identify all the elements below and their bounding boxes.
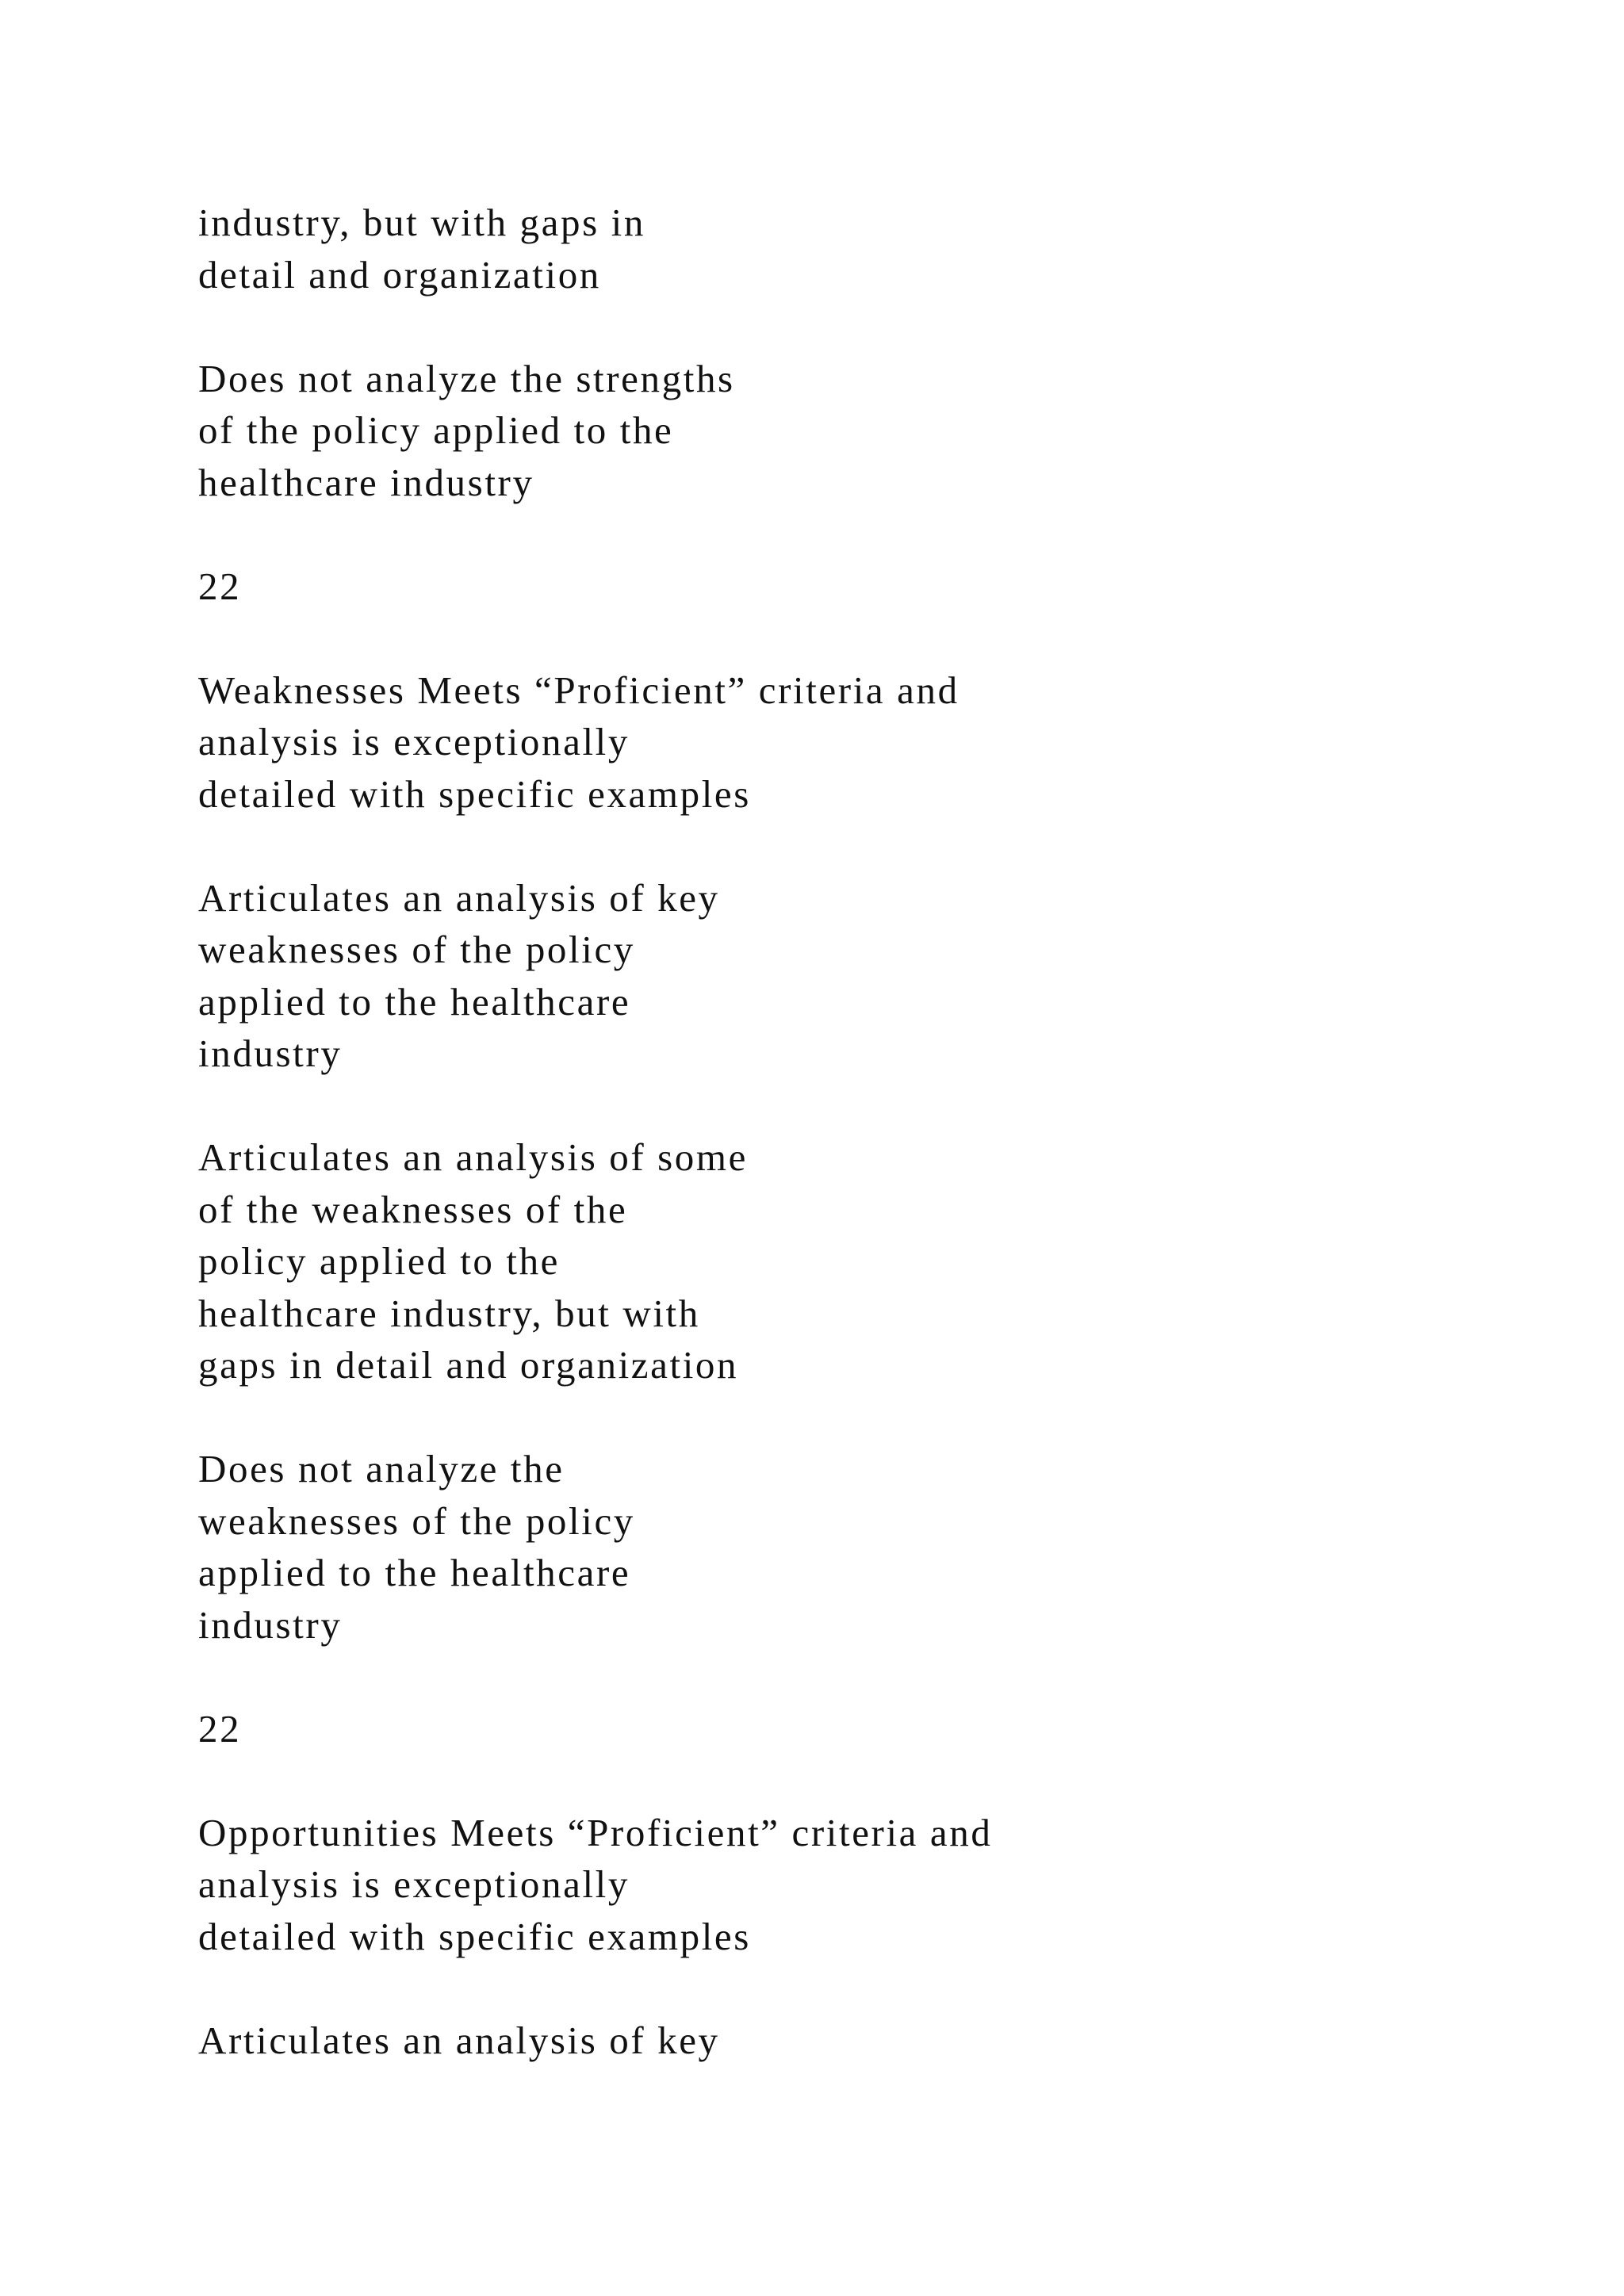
paragraph xyxy=(198,1807,1546,1963)
text-line: analysis is exceptionally xyxy=(198,720,630,763)
text-line: industry, but with gaps in xyxy=(198,201,645,244)
text-line: detailed with specific examples xyxy=(198,1914,751,1958)
text-line: industry xyxy=(198,1031,343,1075)
text-line: applied to the healthcare xyxy=(198,1551,631,1594)
text-line: Weaknesses Meets “Proficient” criteria and xyxy=(198,668,959,712)
text-line: of the policy applied to the xyxy=(198,408,674,452)
text-line: Articulates an analysis of key xyxy=(198,875,720,920)
text-line: weaknesses of the policy xyxy=(198,1498,635,1543)
body-text xyxy=(198,197,1546,2118)
text-line: Does not analyze the strengths xyxy=(198,356,735,400)
text-line: detail and organization xyxy=(198,252,601,297)
text-line: Articulates an analysis of some xyxy=(198,1135,748,1179)
paragraph xyxy=(198,1131,1546,1391)
text-line: Articulates an analysis of key xyxy=(198,2018,720,2062)
text-line: analysis is exceptionally xyxy=(198,1862,630,1906)
text-line: Does not analyze the xyxy=(198,1447,565,1490)
text-line: healthcare industry, but with xyxy=(198,1291,700,1335)
text-line: applied to the healthcare xyxy=(198,979,631,1024)
text-line: weaknesses of the policy xyxy=(198,928,635,971)
paragraph xyxy=(198,664,1546,821)
paragraph xyxy=(198,1443,1546,1651)
score-value xyxy=(198,561,1546,613)
text-line: Opportunities Meets “Proficient” criteria and xyxy=(198,1810,993,1854)
text-line: 22 xyxy=(198,564,242,608)
paragraph xyxy=(198,2015,1546,2067)
text-line: gaps in detail and organization xyxy=(198,1343,739,1387)
paragraph xyxy=(198,353,1546,509)
text-line: policy applied to the xyxy=(198,1239,561,1283)
text-line: 22 xyxy=(198,1706,242,1751)
score-value xyxy=(198,1703,1546,1755)
text-line: industry xyxy=(198,1602,343,1647)
text-line: of the weaknesses of the xyxy=(198,1187,628,1231)
text-line: detailed with specific examples xyxy=(198,771,751,816)
text-line: healthcare industry xyxy=(198,460,534,504)
paragraph xyxy=(198,197,1546,300)
paragraph xyxy=(198,872,1546,1080)
